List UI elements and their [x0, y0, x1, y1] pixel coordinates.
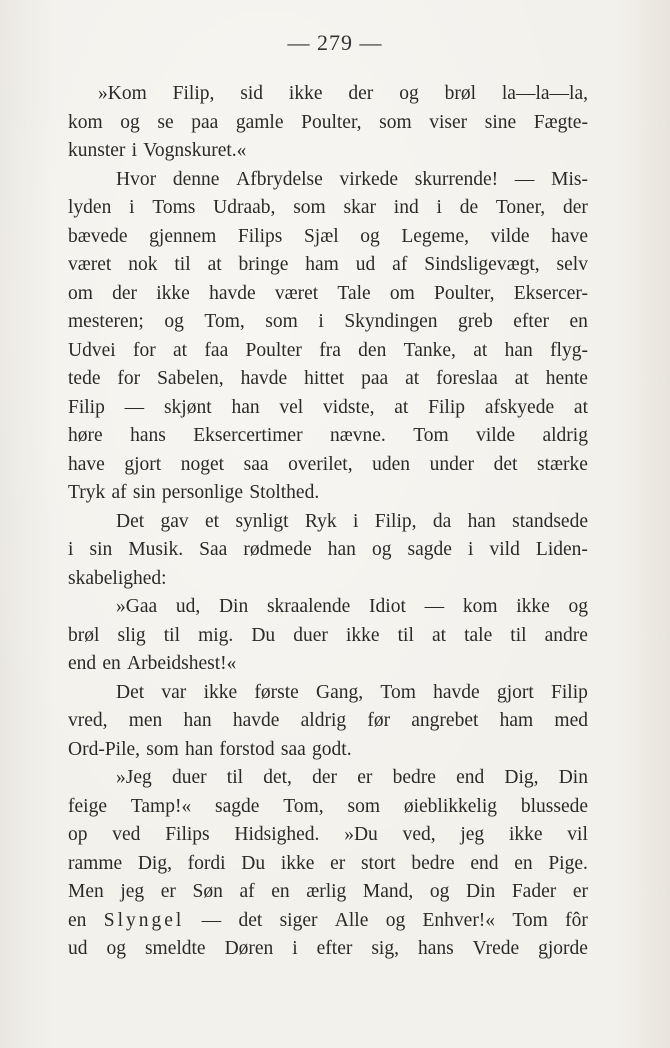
text-line — [68, 337, 588, 366]
text-line — [68, 394, 588, 423]
word: se — [157, 111, 174, 133]
word: stort — [360, 852, 396, 874]
word: jeg — [120, 881, 145, 902]
text-line — [68, 793, 588, 822]
text-line — [68, 80, 588, 109]
word: i — [436, 197, 442, 218]
word: Stolthed. — [249, 482, 320, 503]
text-line — [68, 935, 588, 964]
word: og — [164, 311, 184, 332]
word: en — [569, 311, 588, 332]
word: Sabelen, — [157, 368, 224, 389]
word: saa — [280, 738, 306, 760]
text-line — [68, 622, 588, 651]
word: siger — [279, 909, 318, 931]
word: fôr — [565, 909, 588, 931]
word: Ord-Pile, — [68, 738, 141, 760]
word: vilde — [490, 225, 530, 247]
word: Sjæl — [303, 225, 339, 247]
word: i — [129, 197, 135, 218]
word: sine — [484, 111, 517, 133]
word: hans — [130, 425, 166, 446]
word: Gang, — [316, 681, 364, 703]
word: Liden- — [535, 539, 588, 560]
word: Fægte- — [533, 111, 588, 133]
word: Tom — [380, 681, 416, 703]
word: Filip — [428, 396, 466, 418]
word: »Gaa — [116, 596, 158, 617]
word: i — [131, 140, 138, 161]
word: Dig, — [137, 852, 172, 874]
word: vild — [489, 539, 520, 560]
word: en — [514, 852, 533, 874]
word: om — [389, 282, 415, 304]
word: Idiot — [369, 596, 406, 617]
word: forstod — [219, 738, 275, 760]
word: til — [510, 624, 527, 646]
word: nok — [128, 254, 158, 275]
word: Dig, — [504, 767, 539, 788]
word: vil — [567, 824, 588, 845]
word: Tom — [512, 909, 548, 931]
word: ud — [68, 938, 88, 959]
word: han — [183, 710, 212, 731]
word: Tom, — [283, 795, 324, 817]
text-line — [68, 878, 588, 907]
word: ikke — [516, 596, 550, 617]
word: gjort — [124, 453, 162, 475]
text-line — [68, 479, 588, 508]
word: ærlig — [306, 881, 347, 902]
word: en — [271, 881, 290, 902]
text-line — [68, 593, 588, 622]
word: Udvei — [68, 339, 116, 361]
word: Udraab, — [213, 197, 276, 218]
word: ham — [499, 710, 534, 731]
word: ramme — [68, 852, 123, 874]
word: i — [292, 938, 298, 959]
word: at — [473, 339, 488, 361]
word: paa — [361, 368, 389, 389]
word: flyg- — [550, 339, 588, 361]
word: i — [353, 510, 359, 532]
word: denne — [172, 168, 220, 190]
word: Det — [116, 510, 145, 532]
word: Du — [251, 624, 276, 646]
word: angrebet — [411, 710, 479, 731]
word: er — [572, 881, 588, 902]
word: af — [111, 482, 127, 503]
word: kom — [462, 596, 498, 617]
word: Filip, — [374, 510, 417, 532]
word: duer — [171, 767, 207, 788]
word: end — [68, 653, 97, 674]
word: Slyngel — [103, 909, 185, 931]
text-line — [68, 365, 588, 394]
text-line — [68, 821, 588, 850]
word: smeldte — [144, 938, 206, 959]
word: Ryk — [304, 510, 337, 532]
word: Tale — [337, 282, 371, 304]
word: til — [163, 624, 180, 646]
word: men — [128, 710, 163, 731]
word: kunster — [68, 140, 126, 161]
word: ind — [393, 197, 419, 218]
word: fra — [319, 339, 341, 361]
text-line — [68, 422, 588, 451]
word: gamle — [235, 111, 284, 133]
word: hente — [545, 368, 588, 389]
word: og — [371, 539, 392, 560]
word: sin — [132, 482, 156, 503]
word: gav — [160, 510, 189, 532]
word: i — [68, 539, 74, 560]
word: stærke — [536, 453, 588, 475]
word: ikke — [280, 852, 315, 874]
word: end — [470, 852, 499, 874]
text-line — [68, 536, 588, 565]
word: Din — [218, 596, 249, 617]
word: Poulter, — [434, 282, 495, 304]
word: have — [551, 225, 588, 247]
word: nævne. — [329, 425, 386, 446]
word: Pige. — [548, 852, 588, 874]
word: noget — [180, 453, 225, 475]
word: Enhver!« — [422, 909, 496, 931]
word: Alle — [334, 909, 369, 931]
word: Filip — [551, 681, 588, 703]
word: da — [432, 510, 452, 532]
word: de — [459, 197, 479, 218]
word: Skyndingen — [344, 311, 438, 332]
text-line — [68, 736, 588, 765]
word: tede — [68, 368, 101, 389]
word: under — [429, 453, 475, 475]
word: Din — [558, 767, 588, 788]
word: og — [385, 909, 406, 931]
word: og — [429, 881, 450, 902]
word: sid — [240, 83, 264, 104]
word: jeg — [460, 824, 485, 845]
word: i — [468, 539, 474, 560]
word: er — [330, 852, 346, 874]
word: vidste, — [323, 396, 375, 418]
word: som — [146, 738, 179, 760]
text-line — [68, 907, 588, 936]
word: gjort — [496, 681, 534, 703]
word: et — [205, 510, 220, 532]
word: til — [397, 624, 414, 646]
word: at — [514, 368, 529, 389]
word: og — [120, 111, 140, 133]
word: som — [347, 795, 380, 817]
word: brøl — [444, 83, 476, 104]
word: virkede — [339, 168, 399, 190]
word: Tom — [413, 425, 449, 446]
word: foreslaa — [436, 368, 498, 389]
word: Musik. — [128, 539, 184, 560]
word: aldrig — [300, 710, 347, 731]
text-line — [68, 850, 588, 879]
text-line — [68, 109, 588, 138]
word: selv — [556, 254, 588, 275]
word: der — [312, 767, 338, 788]
word: Eksercer- — [513, 282, 588, 304]
word: Du — [241, 852, 266, 874]
word: han — [504, 339, 533, 361]
word: vred, — [68, 710, 108, 731]
word: Poulter, — [301, 111, 362, 133]
word: »Kom — [98, 83, 147, 104]
word: — — [424, 596, 445, 617]
word: som — [293, 197, 326, 218]
word: han — [231, 396, 260, 418]
word: at — [431, 624, 447, 646]
word: sagde — [407, 539, 452, 560]
word: bringe — [238, 254, 289, 275]
word: gjennem — [149, 225, 217, 247]
word: at — [394, 396, 409, 418]
word: aldrig — [542, 425, 588, 446]
word: at — [405, 368, 420, 389]
word: til — [174, 254, 191, 275]
word: greb — [458, 311, 493, 332]
word: ud, — [175, 596, 201, 617]
word: skraalende — [266, 596, 351, 617]
word: for — [132, 339, 156, 361]
word: feige — [68, 795, 107, 817]
word: rødmede — [243, 539, 312, 560]
word: efter — [513, 311, 549, 332]
word: havde — [209, 282, 256, 304]
word: Tom, — [204, 311, 245, 332]
word: af — [392, 254, 408, 275]
word: det, — [263, 767, 292, 788]
word: Filip — [68, 396, 105, 418]
text-line — [68, 308, 588, 337]
word: der — [348, 83, 374, 104]
word: personlige — [161, 482, 244, 503]
word: duer — [293, 624, 328, 646]
word: ikke — [508, 824, 543, 845]
word: med — [554, 710, 588, 731]
word: Mand, — [362, 881, 414, 902]
word: der — [562, 197, 588, 218]
word: synligt — [235, 510, 289, 532]
word: der — [112, 282, 138, 304]
word: Filip, — [172, 83, 215, 104]
word: skar — [343, 197, 376, 218]
word: hans — [417, 938, 454, 959]
word: uden — [372, 453, 411, 475]
word: havde — [240, 368, 288, 389]
word: efter — [316, 938, 353, 959]
text-line — [68, 223, 588, 252]
word: været — [68, 254, 112, 275]
word: Filips — [165, 824, 210, 845]
word: er — [357, 767, 373, 788]
word: Arbeidshest!« — [127, 653, 237, 674]
word: er — [160, 881, 176, 902]
text-line — [68, 137, 588, 166]
word: paa — [191, 111, 219, 133]
word: — — [514, 168, 535, 190]
word: af — [239, 881, 255, 902]
word: hittet — [304, 368, 345, 389]
word: han — [327, 539, 356, 560]
word: om — [68, 282, 93, 304]
word: viser — [429, 111, 468, 133]
word: end — [456, 767, 485, 788]
body-text — [68, 80, 588, 964]
word: brøl — [68, 624, 100, 646]
word: Fader — [511, 881, 557, 902]
word: før — [367, 710, 391, 731]
word: ikke — [288, 83, 323, 104]
word: at — [207, 254, 222, 275]
word: skurrende! — [414, 168, 499, 190]
word: ikke — [345, 624, 380, 646]
word: som — [265, 311, 298, 332]
word: sig, — [371, 938, 399, 959]
word: afskyede — [484, 396, 555, 418]
word: Saa — [199, 539, 228, 560]
word: sagde — [215, 795, 260, 817]
word: vilde — [476, 425, 516, 446]
word: det — [238, 909, 263, 931]
word: første — [254, 681, 299, 703]
text-line — [68, 764, 588, 793]
word: og — [360, 225, 380, 247]
word: bedre — [392, 767, 436, 788]
word: fordi — [187, 852, 226, 874]
word: godt. — [312, 738, 352, 760]
word: bedre — [411, 852, 455, 874]
word: have — [68, 453, 105, 475]
text-line — [68, 280, 588, 309]
text-line — [68, 707, 588, 736]
word: op — [68, 824, 88, 845]
word: det — [493, 453, 518, 475]
word: skjønt — [163, 396, 212, 418]
word: mesteren; — [68, 311, 144, 332]
word: Toms — [152, 197, 196, 218]
word: ud — [355, 254, 376, 275]
word: at — [173, 339, 188, 361]
word: Filips — [237, 225, 283, 247]
text-line — [68, 565, 588, 594]
word: lyden — [68, 197, 112, 218]
word: Legeme, — [401, 225, 469, 247]
text-line — [68, 451, 588, 480]
word: i — [318, 311, 324, 332]
word: havde — [232, 710, 280, 731]
word: Mis- — [551, 168, 588, 190]
word: Søn — [192, 881, 223, 902]
word: Tanke, — [403, 339, 456, 361]
word: gjorde — [538, 938, 588, 959]
word: Hidsighed. — [234, 824, 320, 845]
word: Vrede — [472, 938, 520, 959]
word: tale — [464, 624, 493, 646]
text-line — [68, 508, 588, 537]
word: Vognskuret.« — [143, 140, 247, 161]
word: kom — [68, 111, 103, 133]
word: Sindsligevægt, — [424, 254, 540, 275]
word: mig. — [198, 624, 234, 646]
word: Tamp!« — [130, 795, 192, 817]
text-line — [68, 679, 588, 708]
word: ved — [112, 824, 141, 845]
text-line — [68, 251, 588, 280]
word: ikke — [203, 681, 238, 703]
word: Men — [68, 881, 104, 902]
word: til — [226, 767, 244, 788]
word: overilet, — [288, 453, 353, 475]
word: var — [161, 681, 187, 703]
word: Hvor — [116, 168, 157, 190]
word: en — [102, 653, 121, 674]
word: som — [379, 111, 412, 133]
word: været — [274, 282, 319, 304]
word: bævede — [68, 225, 128, 247]
word: »Du — [344, 824, 378, 845]
word: en — [68, 909, 87, 931]
word: han — [185, 738, 214, 760]
text-line — [68, 166, 588, 195]
text-line — [68, 194, 588, 223]
word: faa — [204, 339, 229, 361]
word: — — [201, 909, 222, 931]
page-number: — 279 — — [287, 30, 383, 55]
word: Toner, — [495, 197, 546, 218]
word: Din — [465, 881, 496, 902]
word: for — [117, 368, 141, 389]
word: at — [573, 396, 588, 418]
word: vel — [279, 396, 304, 418]
word: slig — [117, 624, 146, 646]
word: — — [124, 396, 145, 418]
word: blussede — [520, 795, 588, 817]
text-line — [68, 650, 588, 679]
word: Eksercertimer — [193, 425, 303, 446]
word: han — [467, 510, 496, 532]
word: Det — [116, 681, 145, 703]
word: høre — [68, 425, 103, 446]
word: Tryk — [68, 482, 106, 503]
word: »Jeg — [116, 767, 152, 788]
word: andre — [544, 624, 588, 646]
word: den — [358, 339, 387, 361]
word: skabelighed: — [68, 567, 167, 589]
word: Afbrydelse — [236, 168, 323, 190]
word: og — [399, 83, 419, 104]
word: saa — [243, 453, 269, 475]
word: og — [106, 938, 126, 959]
word: øieblikkelig — [403, 795, 497, 817]
word: la—la—la, — [501, 83, 588, 104]
word: Døren — [224, 938, 274, 959]
word: sin — [89, 539, 113, 560]
word: og — [568, 596, 588, 617]
word: ham — [305, 254, 339, 275]
word: ikke — [156, 282, 190, 304]
word: Poulter — [245, 339, 302, 361]
word: ved, — [402, 824, 436, 845]
word: havde — [433, 681, 480, 703]
word: standsede — [512, 510, 588, 532]
